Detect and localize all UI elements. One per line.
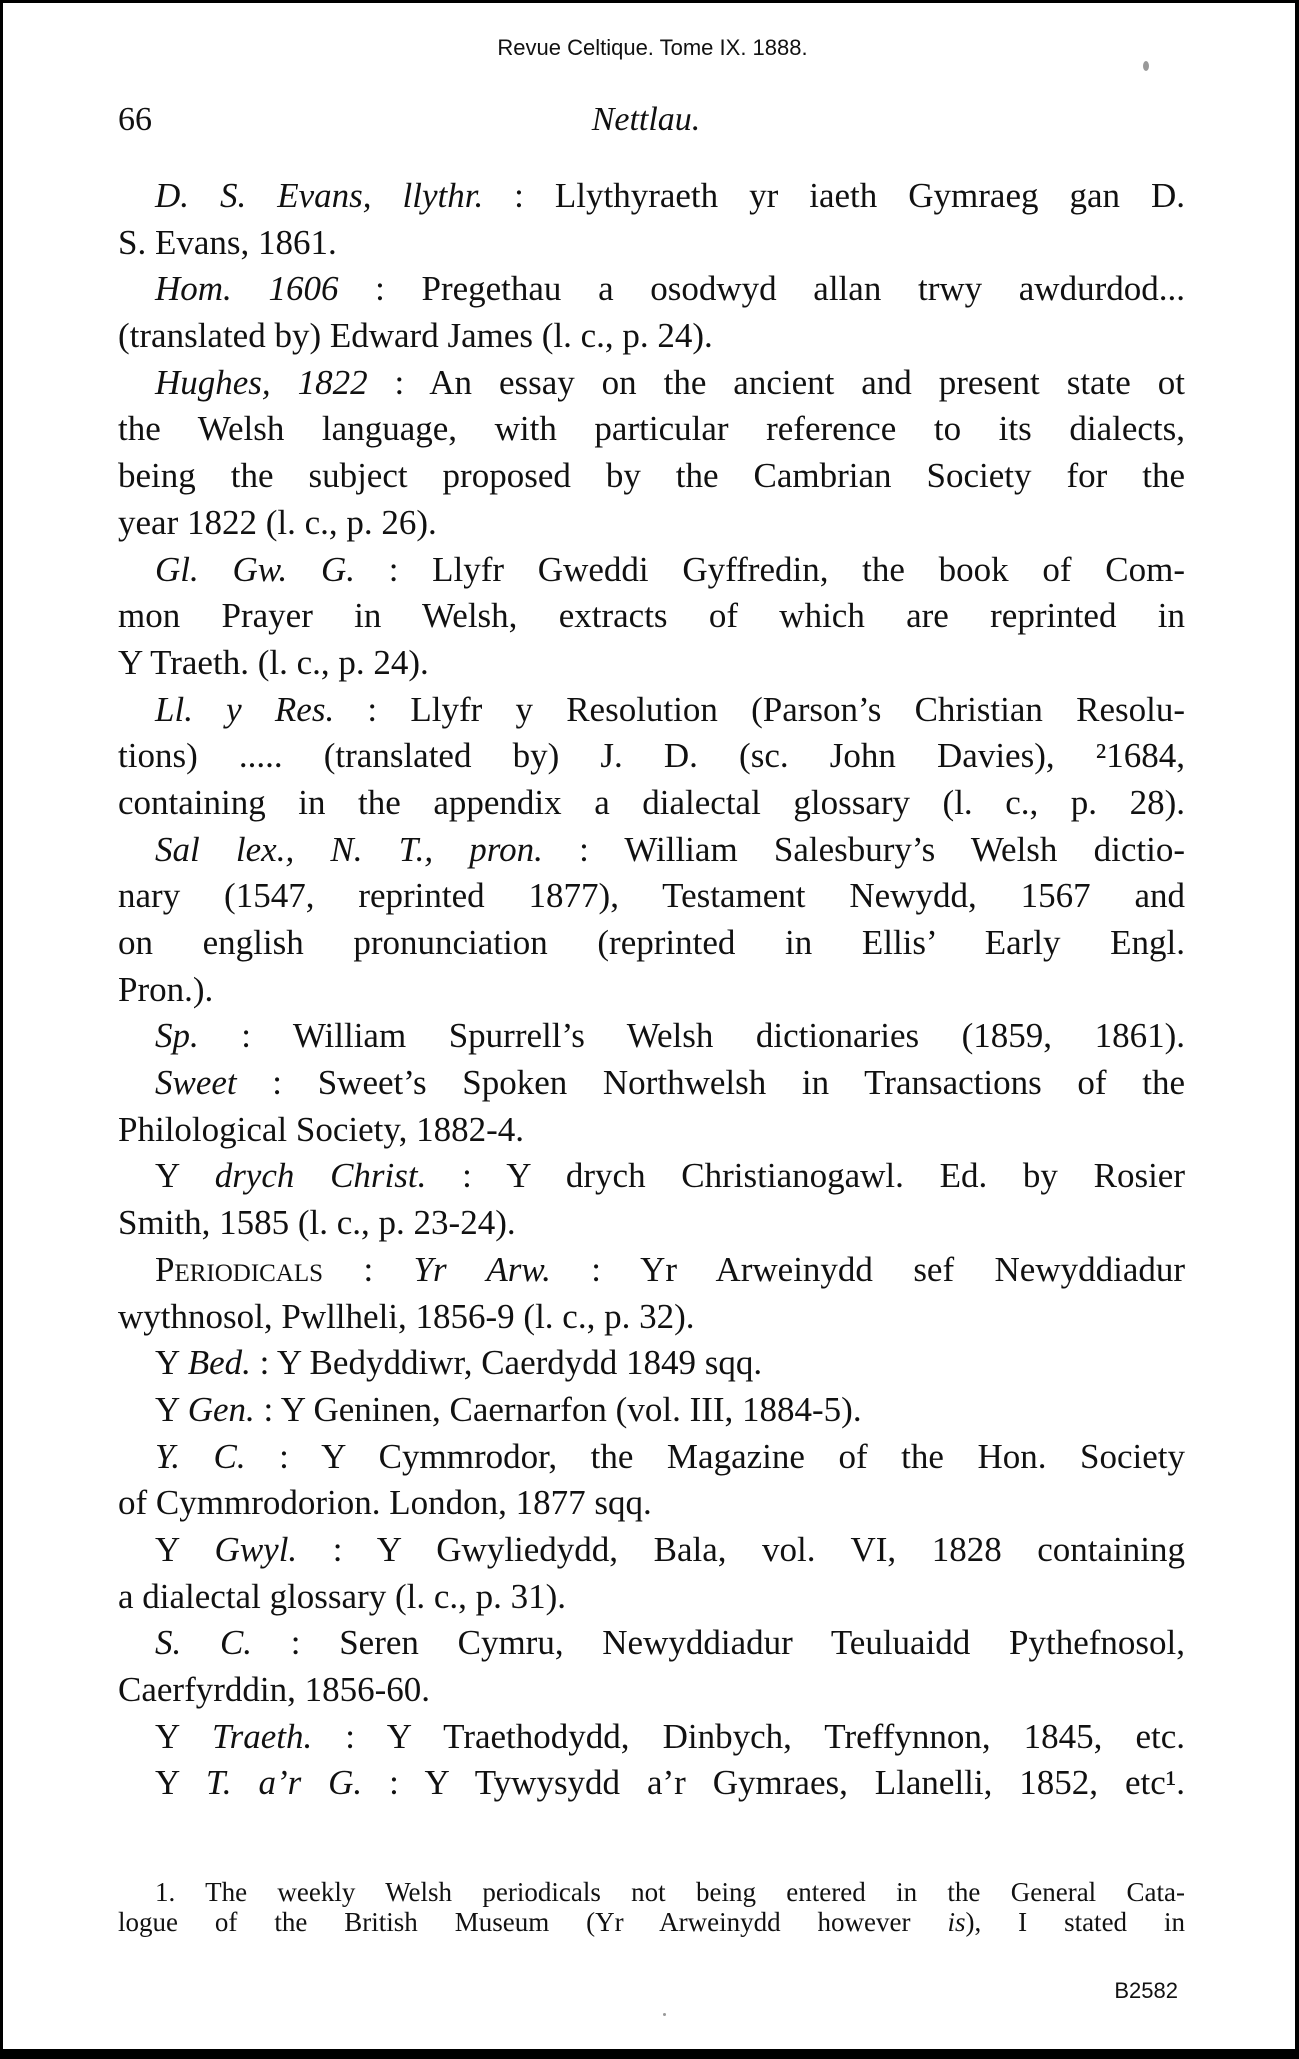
line-text: : Y Traethodydd, Dinbych, Treffynnon, 1845, etc. (312, 1716, 1185, 1756)
line-text: : Y drych Christianogawl. Ed. by Rosier (426, 1156, 1185, 1196)
line-text: on english pronunciation (reprinted in Ellis’ Early Engl. (118, 923, 1185, 962)
line-text: : Yr Arweinydd sef Newyddiadur (550, 1249, 1185, 1289)
line-text: (translated by) Edward James (l. c., p. 24). (118, 316, 713, 356)
text-line (118, 920, 1185, 967)
running-head: Nettlau. (591, 101, 701, 138)
entry-abbreviation: T. a’r G. (205, 1763, 363, 1803)
entry-abbreviation: Gen. (187, 1389, 255, 1429)
line-text: mon Prayer in Welsh, extracts of which are reprinted in (118, 596, 1185, 636)
line-text: Y (155, 1343, 188, 1383)
entry-abbreviation: Gwyl. (214, 1529, 298, 1569)
entry-abbreviation: Sal lex., N. T., pron. (155, 829, 543, 869)
line-text: : Y Geninen, Caernarfon (vol. III, 1884-5). (254, 1389, 862, 1429)
line-text: : Pregethau a osodwyd allan trwy awdurdod... (338, 269, 1185, 309)
line-text: wythnosol, Pwllheli, 1856-9 (l. c., p. 32). (118, 1296, 695, 1336)
document-page (3, 3, 1295, 2049)
text-line (118, 266, 1185, 313)
line-text: : Y Bedyddiwr, Caerdydd 1849 sqq. (250, 1343, 763, 1383)
text-line (118, 1013, 1185, 1060)
line-text: : Seren Cymru, Newyddiadur Teuluaidd Pythefnosol, (252, 1623, 1185, 1663)
footnote (118, 1877, 1185, 1937)
line-text: Philological Society, 1882-4. (118, 1109, 525, 1149)
text-line (118, 780, 1185, 827)
text-line (118, 1877, 1185, 1907)
scan-speck (663, 2013, 666, 2016)
line-text: nary (1547, reprinted 1877), Testament Newydd, 1567 and (118, 876, 1185, 916)
text-line (118, 593, 1185, 640)
line-text: : (323, 1249, 414, 1289)
entry-abbreviation: S. C. (155, 1623, 253, 1663)
line-text: Y (155, 1716, 213, 1756)
entry-abbreviation: Y. C. (155, 1436, 246, 1476)
section-label: Periodicals (155, 1249, 324, 1289)
entry-abbreviation: Gl. Gw. G. (155, 549, 355, 589)
line-text: logue of the British Museum (Yr Arweinydd however (118, 1907, 948, 1937)
entry-abbreviation: D. S. Evans, llythr. (155, 176, 484, 215)
text-line (118, 873, 1185, 920)
text-line (118, 1574, 1185, 1621)
entry-abbreviation: Yr Arw. (413, 1249, 551, 1289)
line-text: ), I stated in (965, 1907, 1185, 1937)
line-text: : Y Cymmrodor, the Magazine of the Hon. Society (245, 1436, 1185, 1476)
text-line (118, 640, 1185, 687)
text-line (118, 313, 1185, 360)
line-text: year 1822 (l. c., p. 26). (118, 502, 437, 542)
line-text: a dialectal glossary (l. c., p. 31). (118, 1576, 567, 1616)
text-line (118, 453, 1185, 500)
text-line (118, 1620, 1185, 1667)
line-text: : Llyfr y Resolution (Parson’s Christian Resolu- (334, 689, 1185, 729)
text-line (118, 1527, 1185, 1574)
text-line (118, 220, 1185, 267)
line-text: : Llythyraeth yr iaeth Gymraeg gan D. (483, 176, 1185, 215)
entry-abbreviation: Hom. 1606 (155, 269, 339, 309)
text-line (118, 360, 1185, 407)
text-line (118, 827, 1185, 874)
text-line (118, 733, 1185, 780)
line-text: Smith, 1585 (l. c., p. 23-24). (118, 1203, 516, 1243)
entry-abbreviation: Ll. y Res. (155, 689, 335, 729)
line-text: containing in the appendix a dialectal glossary (l. c., p. 28). (118, 782, 1185, 822)
line-text: 1. The weekly Welsh periodicals not being entered in the General Cata- (155, 1877, 1185, 1907)
line-text: being the subject proposed by the Cambrian Society for the (118, 456, 1185, 496)
entry-abbreviation: Hughes, 1822 (155, 362, 368, 402)
text-line (118, 1434, 1185, 1481)
text-line (118, 1667, 1185, 1714)
text-line (118, 1107, 1185, 1154)
text-line (118, 547, 1185, 594)
line-text: : Sweet’s Spoken Northwelsh in Transactions of the (236, 1063, 1185, 1103)
line-text: : Y Tywysydd a’r Gymraes, Llanelli, 1852, etc¹. (362, 1763, 1185, 1803)
entry-abbreviation: Sweet (155, 1063, 237, 1103)
line-text: Caerfyrddin, 1856-60. (118, 1670, 431, 1709)
text-line (118, 1060, 1185, 1107)
source-header: Revue Celtique. Tome IX. 1888. (497, 35, 808, 60)
entry-abbreviation: Bed. (187, 1343, 251, 1383)
line-text: : William Spurrell’s Welsh dictionaries (1859, 1861). (198, 1016, 1185, 1056)
text-line (118, 1387, 1185, 1434)
text-line (118, 1247, 1185, 1294)
entry-abbreviation: is (947, 1907, 966, 1937)
text-line (118, 1294, 1185, 1341)
line-text: the Welsh language, with particular reference to its dialects, (118, 409, 1185, 449)
line-text: Y (155, 1529, 215, 1569)
line-text: Y (155, 1763, 206, 1803)
line-text: : William Salesbury’s Welsh dictio- (542, 829, 1185, 869)
entry-abbreviation: Traeth. (212, 1716, 313, 1756)
line-text: : An essay on the ancient and present state ot (367, 362, 1185, 402)
text-line (118, 1907, 1185, 1937)
scan-speck (1143, 61, 1149, 71)
text-line (118, 967, 1185, 1014)
line-text: Pron.). (118, 969, 214, 1009)
bibliography-text (118, 173, 1185, 1807)
text-line (118, 173, 1185, 220)
entry-abbreviation: Sp. (155, 1016, 199, 1056)
text-line (118, 1153, 1185, 1200)
line-text: : Y Gwyliedydd, Bala, vol. VI, 1828 containing (297, 1529, 1185, 1569)
text-line (118, 1340, 1185, 1387)
line-text: tions) ..... (translated by) J. D. (sc. John Davies), ²1684, (118, 736, 1185, 776)
text-line (118, 1480, 1185, 1527)
text-line (118, 1200, 1185, 1247)
catalog-code: B2582 (1114, 1978, 1178, 2003)
line-text: Y (155, 1389, 188, 1429)
text-line (118, 406, 1185, 453)
line-text: of Cymmrodorion. London, 1877 sqq. (118, 1483, 652, 1523)
entry-abbreviation: drych Christ. (214, 1156, 427, 1196)
page-number: 66 (118, 101, 152, 138)
text-line (118, 1714, 1185, 1761)
line-text: Y (155, 1156, 215, 1196)
line-text: : Llyfr Gweddi Gyffredin, the book of Com- (355, 549, 1185, 589)
line-text: Y Traeth. (l. c., p. 24). (118, 642, 429, 682)
line-text: S. Evans, 1861. (118, 222, 337, 262)
text-line (118, 1760, 1185, 1807)
text-line (118, 500, 1185, 547)
text-line (118, 687, 1185, 734)
